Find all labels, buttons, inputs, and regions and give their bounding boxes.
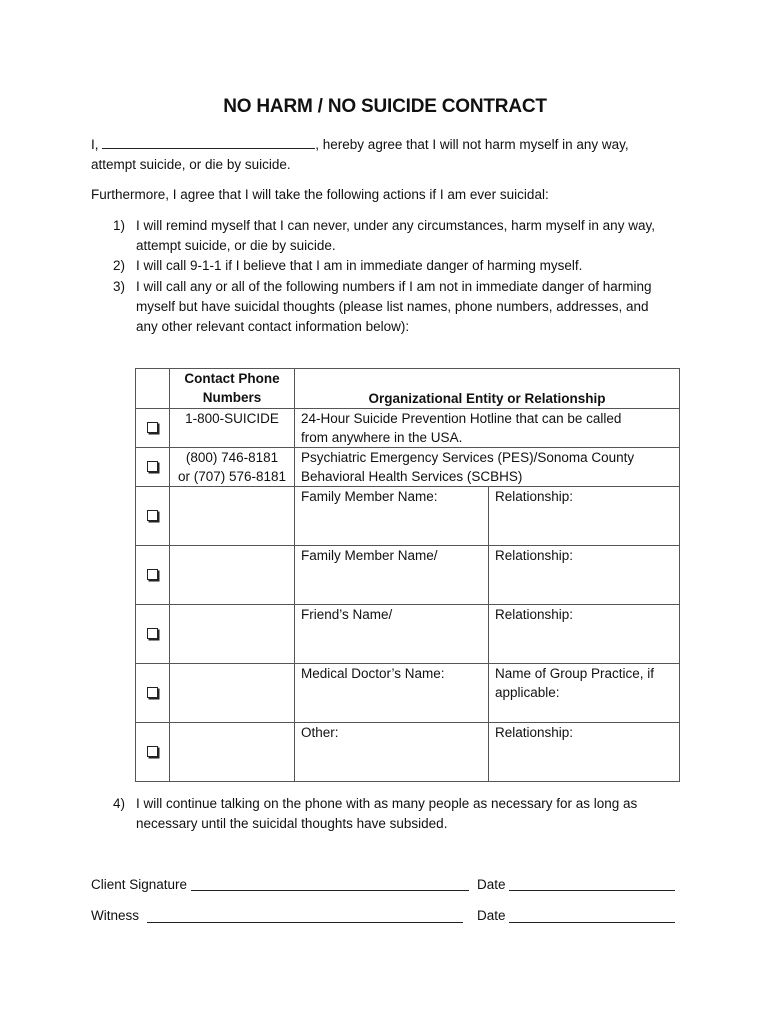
item-line: myself but have suicidal thoughts (please list names, phone numbers, addresses, and [136, 299, 649, 314]
table-row [136, 546, 680, 605]
entity-split-cell [295, 546, 680, 605]
header-phone [170, 369, 295, 409]
list-item [136, 216, 655, 256]
intro-prefix: I, [91, 137, 99, 152]
client-date-line[interactable] [509, 890, 675, 891]
item-line: any other relevant contact information below): [136, 319, 410, 334]
checkbox-cell[interactable] [136, 605, 170, 664]
entity-split-cell [295, 605, 680, 664]
item-number: 3) [113, 279, 126, 294]
table-row [136, 409, 680, 448]
date-label: Date [477, 908, 506, 923]
date-label: Date [477, 877, 506, 892]
phone-cell [170, 448, 295, 487]
table-row [136, 487, 680, 546]
entity-split-cell [295, 487, 680, 546]
phone-input-cell[interactable] [170, 546, 295, 605]
relationship-label: Relationship: [495, 489, 574, 504]
phone-text: (800) 746-8181 [185, 450, 279, 465]
relationship-label: Relationship: [495, 548, 574, 563]
checkbox-cell[interactable] [136, 723, 170, 782]
entity-split-cell [295, 664, 680, 723]
relationship-label: Relationship: [495, 607, 574, 622]
entity-text: 24-Hour Suicide Prevention Hotline that can be called [301, 411, 622, 426]
witness-label: Witness [91, 908, 140, 923]
item-line: necessary until the suicidal thoughts have subsided. [136, 816, 448, 831]
relationship-field[interactable] [488, 605, 679, 663]
entity-split-cell [295, 723, 680, 782]
checkbox-cell[interactable] [136, 409, 170, 448]
item-number: 1) [113, 218, 126, 233]
phone-text: 1-800-SUICIDE [185, 411, 279, 426]
contacts-table [135, 368, 680, 782]
client-signature-label: Client Signature [91, 877, 188, 892]
name-field-label[interactable]: Friend’s Name/ [301, 607, 393, 622]
entity-text: Psychiatric Emergency Services (PES)/Sonoma County [301, 450, 635, 465]
name-field-label[interactable]: Other: [301, 725, 339, 740]
entity-text: Behavioral Health Services (SCBHS) [301, 469, 523, 484]
checkbox-cell[interactable] [136, 487, 170, 546]
item-line: I will call 9-1-1 if I believe that I am in immediate danger of harming myself. [136, 258, 583, 273]
witness-date-line[interactable] [509, 922, 675, 923]
furthermore-text: Furthermore, I agree that I will take the following actions if I am ever suicidal: [91, 187, 549, 202]
intro-line-2: attempt suicide, or die by suicide. [91, 157, 291, 172]
intro-line-1 [91, 135, 629, 155]
header-phone-line: Contact Phone [184, 371, 280, 386]
checkbox-cell[interactable] [136, 546, 170, 605]
item-number: 2) [113, 258, 126, 273]
checkbox-cell[interactable] [136, 448, 170, 487]
item-line: I will continue talking on the phone with as many people as necessary for as long as [136, 796, 638, 811]
header-empty-cell [136, 369, 170, 409]
header-phone-line: Numbers [202, 390, 262, 405]
name-field-label[interactable]: Medical Doctor’s Name: [301, 666, 445, 681]
page-title: NO HARM / NO SUICIDE CONTRACT [223, 96, 547, 117]
table-header-row [136, 369, 680, 409]
list-item [136, 256, 582, 276]
entity-cell [295, 448, 680, 487]
phone-input-cell[interactable] [170, 723, 295, 782]
phone-cell [170, 409, 295, 448]
checkbox-cell[interactable] [136, 664, 170, 723]
relationship-field[interactable] [488, 723, 679, 781]
phone-input-cell[interactable] [170, 664, 295, 723]
group-practice-field[interactable] [488, 664, 679, 722]
checkbox-icon[interactable] [147, 746, 158, 757]
relationship-field[interactable] [488, 487, 679, 545]
table-row [136, 605, 680, 664]
name-field-label[interactable]: Family Member Name/ [301, 548, 438, 563]
client-signature-line[interactable] [191, 890, 469, 891]
relationship-field[interactable] [488, 546, 679, 604]
entity-text: from anywhere in the USA. [301, 430, 463, 445]
table-row [136, 664, 680, 723]
relationship-label: Relationship: [495, 725, 574, 740]
checkbox-icon[interactable] [147, 569, 158, 580]
group-practice-label: applicable: [495, 685, 560, 700]
intro-suffix: , hereby agree that I will not harm myself in any way, [315, 137, 629, 152]
table-row [136, 448, 680, 487]
table-row [136, 723, 680, 782]
item-number: 4) [113, 796, 126, 811]
name-blank-field[interactable] [102, 136, 315, 149]
name-field-label[interactable]: Family Member Name: [301, 489, 438, 504]
phone-text: or (707) 576-8181 [177, 469, 287, 484]
group-practice-label: Name of Group Practice, if [495, 666, 655, 681]
checkbox-icon[interactable] [147, 422, 158, 433]
checkbox-icon[interactable] [147, 687, 158, 698]
checkbox-icon[interactable] [147, 510, 158, 521]
checkbox-icon[interactable] [147, 461, 158, 472]
item-line: I will remind myself that I can never, under any circumstances, harm myself in any way, [136, 218, 655, 233]
list-item [136, 794, 637, 834]
checkbox-icon[interactable] [147, 628, 158, 639]
item-line: I will call any or all of the following numbers if I am not in immediate danger of harming [136, 279, 652, 294]
phone-input-cell[interactable] [170, 487, 295, 546]
list-item [136, 277, 652, 337]
phone-input-cell[interactable] [170, 605, 295, 664]
header-entity: Organizational Entity or Relationship [295, 369, 680, 409]
entity-cell [295, 409, 680, 448]
witness-signature-line[interactable] [147, 922, 463, 923]
item-line: attempt suicide, or die by suicide. [136, 238, 336, 253]
